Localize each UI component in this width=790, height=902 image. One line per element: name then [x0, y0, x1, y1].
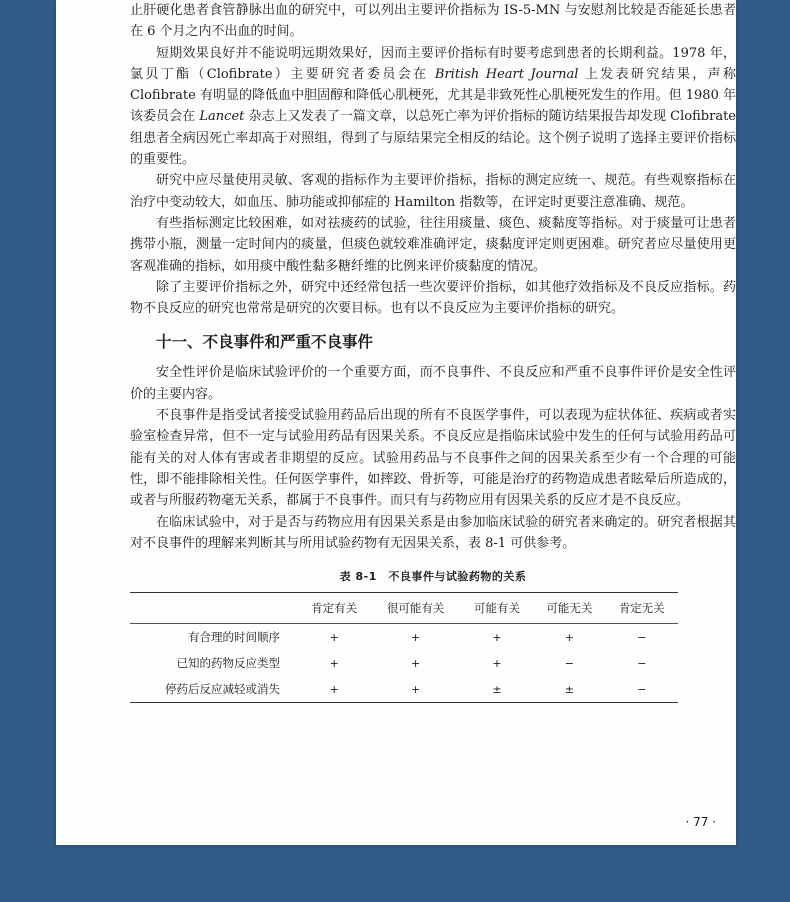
table-row	[130, 676, 678, 703]
table-cell: +	[370, 676, 460, 703]
table-cell: +	[329, 630, 339, 644]
book-page	[56, 0, 736, 845]
paragraph: 安全性评价是临床试验评价的一个重要方面，而不良事件、不良反应和严重不良事件评价是安全性评价的主要内容。	[130, 365, 736, 402]
page-number: · 77 ·	[685, 815, 716, 829]
table-cell: +	[329, 656, 339, 670]
table-cell: +	[492, 630, 502, 644]
table-header-cell	[130, 593, 298, 624]
table-cell: −	[564, 656, 575, 670]
table-cell: +	[411, 656, 421, 670]
paragraph: 止肝硬化患者食管静脉出血的研究中，可以列出主要评价指标为 IS-5-MN 与安慰剂比较是否能延长患者在 6 个月之内不出血的时间。	[130, 3, 736, 40]
text-run: 上发表研究结果，声称 Clofibrate 有明显的降低血中胆固醇和降低心肌梗死，尤其是非致死性心肌梗死发生的作用。但 1980 年该委员会在	[130, 66, 736, 125]
paragraph: 有些指标测定比较困难，如对祛痰药的试验，往往用痰量、痰色、痰黏度等指标。对于痰量可让患者携带小瓶，测量一定时间内的痰量，但痰色就较难准确评定，痰黏度评定则更困难。研究者应尽量使用更客观准确的指标，如用痰中酸性黏多糖纤维的比例来评价痰黏度的情况。	[130, 215, 736, 274]
journal-name: Lancet	[199, 109, 245, 125]
table-row-header: 有合理的时间顺序	[188, 630, 280, 645]
table-row-header: 已知的药物反应类型	[176, 656, 280, 671]
table-cell: ±	[533, 676, 605, 703]
paragraph	[130, 43, 736, 171]
table-cell: +	[564, 630, 575, 644]
section-heading: 十一、不良事件和严重不良事件	[156, 332, 374, 352]
table-cell: +	[492, 656, 502, 670]
table-cell: −	[637, 630, 647, 644]
relationship-table	[130, 592, 678, 703]
page-content	[130, 0, 736, 703]
table-row-header: 停药后反应减轻或消失	[130, 676, 298, 703]
journal-name: British Heart Journal	[434, 66, 579, 82]
table-row	[130, 624, 678, 651]
table-cell: −	[606, 676, 678, 703]
text-run: 杂志上又发表了一篇文章，以总死亡率为评价指标的随访结果报告却发现 Clofibrate 组患者全病因死亡率却高于对照组，得到了与原结果完全相反的结论。这个例子说明了选择主要评价指标的重要性。	[130, 109, 736, 168]
table-header-row	[130, 593, 678, 624]
table-cell: −	[637, 656, 647, 670]
paragraph: 除了主要评价指标之外，研究中还经常包括一些次要评价指标，如其他疗效指标及不良反应指标。药物不良反应的研究也常常是研究的次要目标。也有以不良反应为主要评价指标的研究。	[130, 279, 736, 317]
table-header-cell: 肯定无关	[606, 593, 678, 624]
table-cell: ±	[461, 676, 533, 703]
table-header-cell: 很可能有关	[370, 593, 460, 624]
table-header-cell: 可能无关	[533, 593, 605, 624]
paragraph: 不良事件是指受试者接受试验用药品后出现的所有不良医学事件，可以表现为症状体征、疾病或者实验室检查异常，但不一定与试验用药品有因果关系。不良反应是指临床试验中发生的任何与试验用药品可能有关的对人体有害或者非期望的反应。试验用药品与不良事件之间的因果关系至少有一个合理的可能性，即不能排除相关性。任何医学事件，如摔跤、骨折等，可能是治疗的药物造成患者眩晕后所造成的，或者与所服药物毫无关系，都属于不良事件。而只有与药物应用有因果关系的反应才是不良反应。	[130, 408, 736, 509]
table-row	[130, 650, 678, 676]
text-run: 短期效果良好并不能说明远期效果好，因而主要评价指标有时要考虑到患者的长期利益。1978 年，氯贝丁酯（Clofibrate）主要研究者委员会在	[130, 45, 736, 82]
table-cell: +	[411, 630, 421, 644]
table-title: 表 8-1 不良事件与试验药物的关系	[339, 570, 527, 584]
table-cell: +	[298, 676, 370, 703]
table-header-cell: 可能有关	[461, 593, 533, 624]
table-header-cell: 肯定有关	[298, 593, 370, 624]
paragraph: 研究中应尽量使用灵敏、客观的指标作为主要评价指标，指标的测定应统一、规范。有些观察指标在治疗中变动较大，如血压、肺功能或抑郁症的 Hamilton 指数等，在评定时更要注意准确、规范。	[130, 173, 736, 210]
paragraph: 在临床试验中，对于是否与药物应用有因果关系是由参加临床试验的研究者来确定的。研究者根据其对不良事件的理解来判断其与所用试验药物有无因果关系，表 8-1 可供参考。	[130, 514, 736, 551]
